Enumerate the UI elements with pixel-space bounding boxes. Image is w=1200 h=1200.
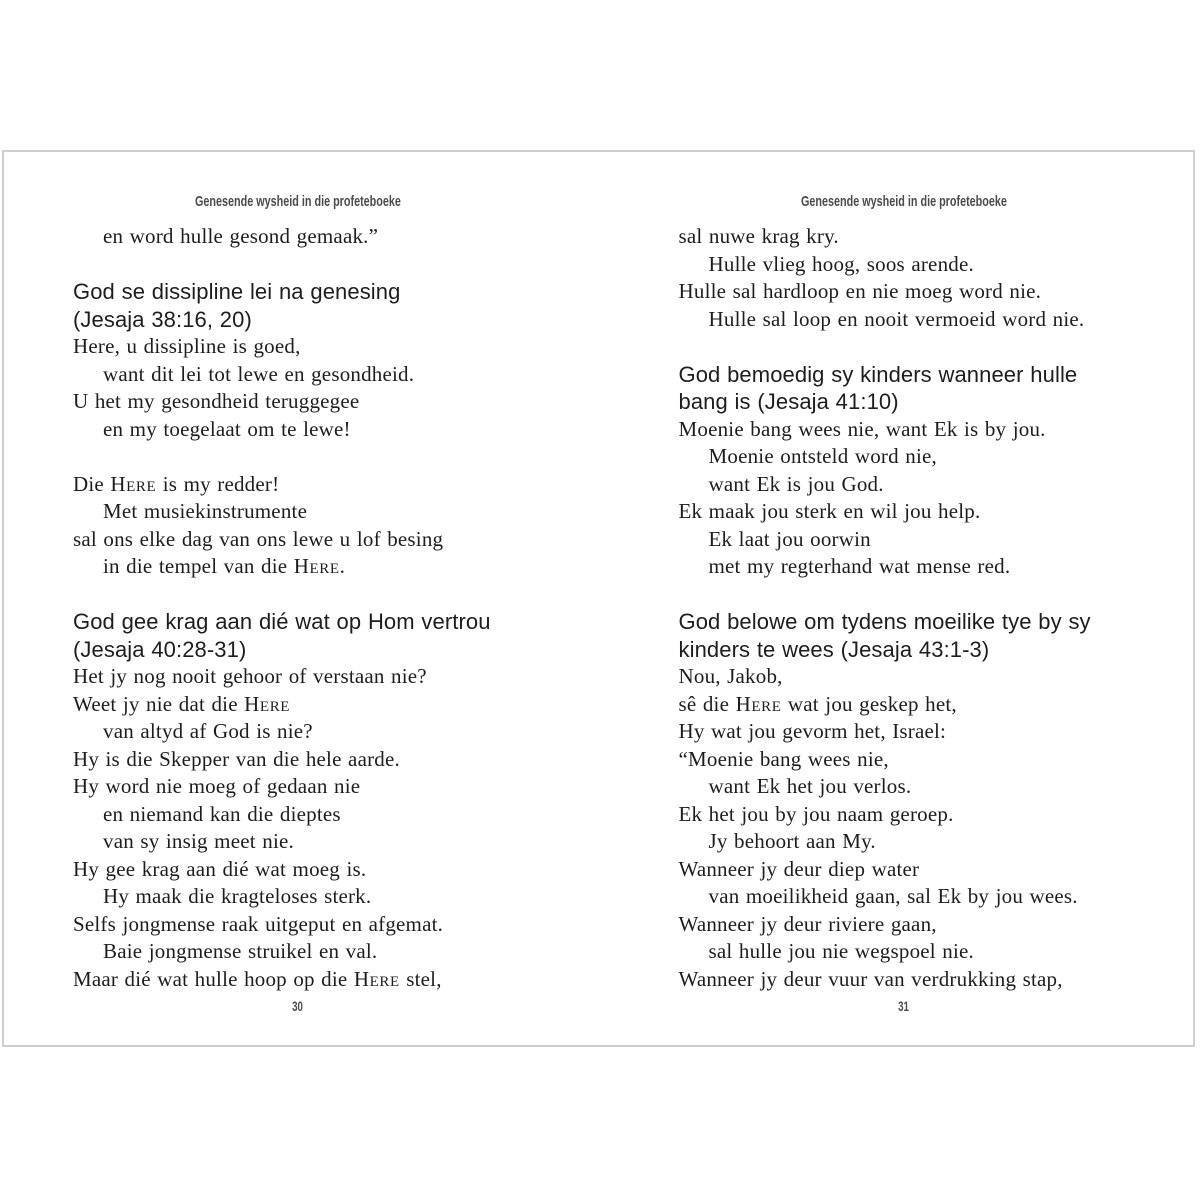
text-segment: Nou, Jakob, <box>678 664 783 688</box>
verse-line <box>73 883 523 911</box>
verse-line <box>73 471 523 499</box>
verse-line <box>679 718 1129 746</box>
verse-line <box>679 966 1129 994</box>
verse-line <box>73 911 523 939</box>
verse-line <box>73 223 523 251</box>
text-segment: . <box>339 554 346 578</box>
page-number-text: 30 <box>292 999 304 1014</box>
verse-line <box>679 498 1129 526</box>
verse-line <box>73 333 523 361</box>
text-segment: Maar dié wat hulle hoop op die <box>73 966 354 991</box>
verse-line <box>679 526 1129 554</box>
verse-line <box>73 388 523 416</box>
verse-line <box>679 663 1129 691</box>
verse-line <box>73 498 523 526</box>
text-segment: in die tempel van die <box>103 554 294 578</box>
text-segment: Wanneer jy deur riviere gaan, <box>678 911 937 936</box>
text-segment: Hy is die Skepper van die hele aarde. <box>73 746 400 771</box>
verse-line <box>73 801 523 829</box>
verse-block <box>679 223 1129 333</box>
text-segment: Baie jongmense struikel en val. <box>103 939 378 963</box>
verse-line <box>73 773 523 801</box>
text-segment: kinders te wees (Jesaja 43:1-3) <box>678 636 990 662</box>
page-right <box>599 152 1194 1045</box>
page-spread <box>2 150 1195 1047</box>
text-segment: en my toegelaat om te lewe! <box>103 416 351 441</box>
verse-line <box>679 306 1129 334</box>
verse-block <box>73 471 523 581</box>
verse-line <box>73 416 523 444</box>
text-segment: U het my gesondheid teruggegee <box>73 389 360 413</box>
page-right-content <box>679 194 1129 1021</box>
text-segment: Hulle sal hardloop en nie moeg word nie. <box>678 279 1042 303</box>
verse-line <box>679 691 1129 719</box>
verse-line <box>73 526 523 554</box>
text-segment: want Ek het jou verlos. <box>708 774 912 798</box>
text-segment: Moenie ontsteld word nie, <box>708 444 937 468</box>
text-segment: Het jy nog nooit gehoor of verstaan nie? <box>73 664 427 688</box>
verse-block <box>679 416 1129 581</box>
text-segment: Ek maak jou sterk en wil jou help. <box>678 499 981 523</box>
text-segment: (Jesaja 40:28-31) <box>73 636 247 662</box>
text-segment: Ek het jou by jou naam geroep. <box>678 801 954 826</box>
heading-line <box>679 636 1129 664</box>
verse-line <box>73 553 523 581</box>
divine-name-smallcaps: Here <box>110 471 157 496</box>
divine-name-smallcaps: Here <box>353 966 400 991</box>
text-segment: sal nuwe krag kry. <box>678 224 839 248</box>
text-segment: God se dissipline lei na genesing <box>73 279 401 304</box>
verse-line <box>679 801 1129 829</box>
verse-line <box>679 251 1129 279</box>
page-left-body <box>73 223 523 993</box>
text-segment: want Ek is jou God. <box>708 471 884 496</box>
text-segment: sal ons elke dag van ons lewe u lof besing <box>73 526 444 551</box>
verse-line <box>73 966 523 994</box>
text-segment: en niemand kan die dieptes <box>103 801 341 826</box>
text-segment: Wanneer jy deur vuur van verdrukking stap, <box>678 966 1063 991</box>
text-segment: Weet jy nie dat die <box>73 691 245 716</box>
heading-line <box>679 388 1129 416</box>
page-number <box>73 993 523 1021</box>
text-segment: sal hulle jou nie wegspoel nie. <box>708 939 974 963</box>
divine-name-smallcaps: Here <box>244 691 291 716</box>
text-segment: God belowe om tydens moeilike tye by sy <box>678 609 1091 634</box>
text-segment: van altyd af God is nie? <box>103 719 313 743</box>
text-segment: Hulle vlieg hoog, soos arende. <box>708 251 974 276</box>
text-segment: wat jou geskep het, <box>781 691 957 716</box>
text-segment: God bemoedig sy kinders wanneer hulle <box>678 361 1078 387</box>
text-segment: Wanneer jy deur diep water <box>678 856 920 881</box>
running-header-text: Genesende wysheid in die profeteboeke <box>800 193 1007 210</box>
text-segment: Hy word nie moeg of gedaan nie <box>73 774 361 798</box>
text-segment: God gee krag aan dié wat op Hom vertrou <box>73 609 491 634</box>
text-segment: want dit lei tot lewe en gesondheid. <box>103 361 415 386</box>
verse-line <box>679 416 1129 444</box>
heading-line <box>73 306 523 334</box>
verse-line <box>73 828 523 856</box>
verse-line <box>679 938 1129 966</box>
verse-line <box>679 828 1129 856</box>
text-segment: van sy insig meet nie. <box>103 829 294 853</box>
verse-line <box>679 278 1129 306</box>
verse-line <box>73 856 523 884</box>
text-segment: met my regterhand wat mense red. <box>708 554 1011 578</box>
text-segment: Here, u dissipline is goed, <box>73 334 301 358</box>
verse-line <box>73 361 523 389</box>
divine-name-smallcaps: Here <box>735 691 782 716</box>
heading-line <box>73 278 523 306</box>
page-right-body <box>679 223 1129 993</box>
section-heading <box>73 278 523 333</box>
verse-line <box>679 471 1129 499</box>
text-segment: Jy behoort aan My. <box>708 829 876 853</box>
verse-line <box>679 883 1129 911</box>
verse-block <box>73 223 523 251</box>
text-segment: Die <box>73 471 111 496</box>
verse-line <box>679 911 1129 939</box>
verse-line <box>679 746 1129 774</box>
text-segment: Ek laat jou oorwin <box>708 526 871 551</box>
heading-line <box>73 636 523 664</box>
text-segment: Hulle sal loop en nooit vermoeid word nie. <box>708 306 1085 331</box>
verse-line <box>679 773 1129 801</box>
verse-line <box>73 746 523 774</box>
text-segment: Hy gee krag aan dié wat moeg is. <box>73 856 367 881</box>
text-segment: “Moenie bang wees nie, <box>678 746 889 771</box>
section-heading <box>73 608 523 663</box>
text-segment: (Jesaja 38:16, 20) <box>73 306 252 332</box>
heading-line <box>73 608 523 636</box>
running-header <box>73 194 523 210</box>
text-segment: stel, <box>399 966 442 991</box>
text-segment: en word hulle gesond gemaak.” <box>103 224 379 248</box>
verse-block <box>73 663 523 993</box>
text-segment: bang is (Jesaja 41:10) <box>678 389 899 414</box>
verse-line <box>679 443 1129 471</box>
text-segment: Hy maak die kragteloses sterk. <box>103 884 372 908</box>
verse-block <box>73 333 523 443</box>
text-segment: Selfs jongmense raak uitgeput en afgemat. <box>73 911 444 936</box>
verse-line <box>73 691 523 719</box>
heading-line <box>679 361 1129 389</box>
text-segment: Met musiekinstrumente <box>103 499 308 523</box>
verse-line <box>73 938 523 966</box>
verse-block <box>679 663 1129 993</box>
verse-line <box>73 663 523 691</box>
running-header-text: Genesende wysheid in die profeteboeke <box>195 193 401 210</box>
page-left <box>4 152 599 1045</box>
running-header <box>679 194 1129 210</box>
section-heading <box>679 608 1129 663</box>
verse-line <box>679 856 1129 884</box>
text-segment: van moeilikheid gaan, sal Ek by jou wees. <box>708 884 1078 908</box>
page-number-text: 31 <box>898 999 909 1014</box>
verse-line <box>679 553 1129 581</box>
text-segment: is my redder! <box>156 471 280 496</box>
text-segment: sê die <box>678 691 736 716</box>
heading-line <box>679 608 1129 636</box>
verse-line <box>679 223 1129 251</box>
page-number <box>679 993 1129 1021</box>
verse-line <box>73 718 523 746</box>
divine-name-smallcaps: Here <box>293 554 340 578</box>
page-left-content <box>73 194 523 1021</box>
text-segment: Hy wat jou gevorm het, Israel: <box>678 719 947 743</box>
section-heading <box>679 361 1129 416</box>
text-segment: Moenie bang wees nie, want Ek is by jou. <box>678 416 1046 441</box>
